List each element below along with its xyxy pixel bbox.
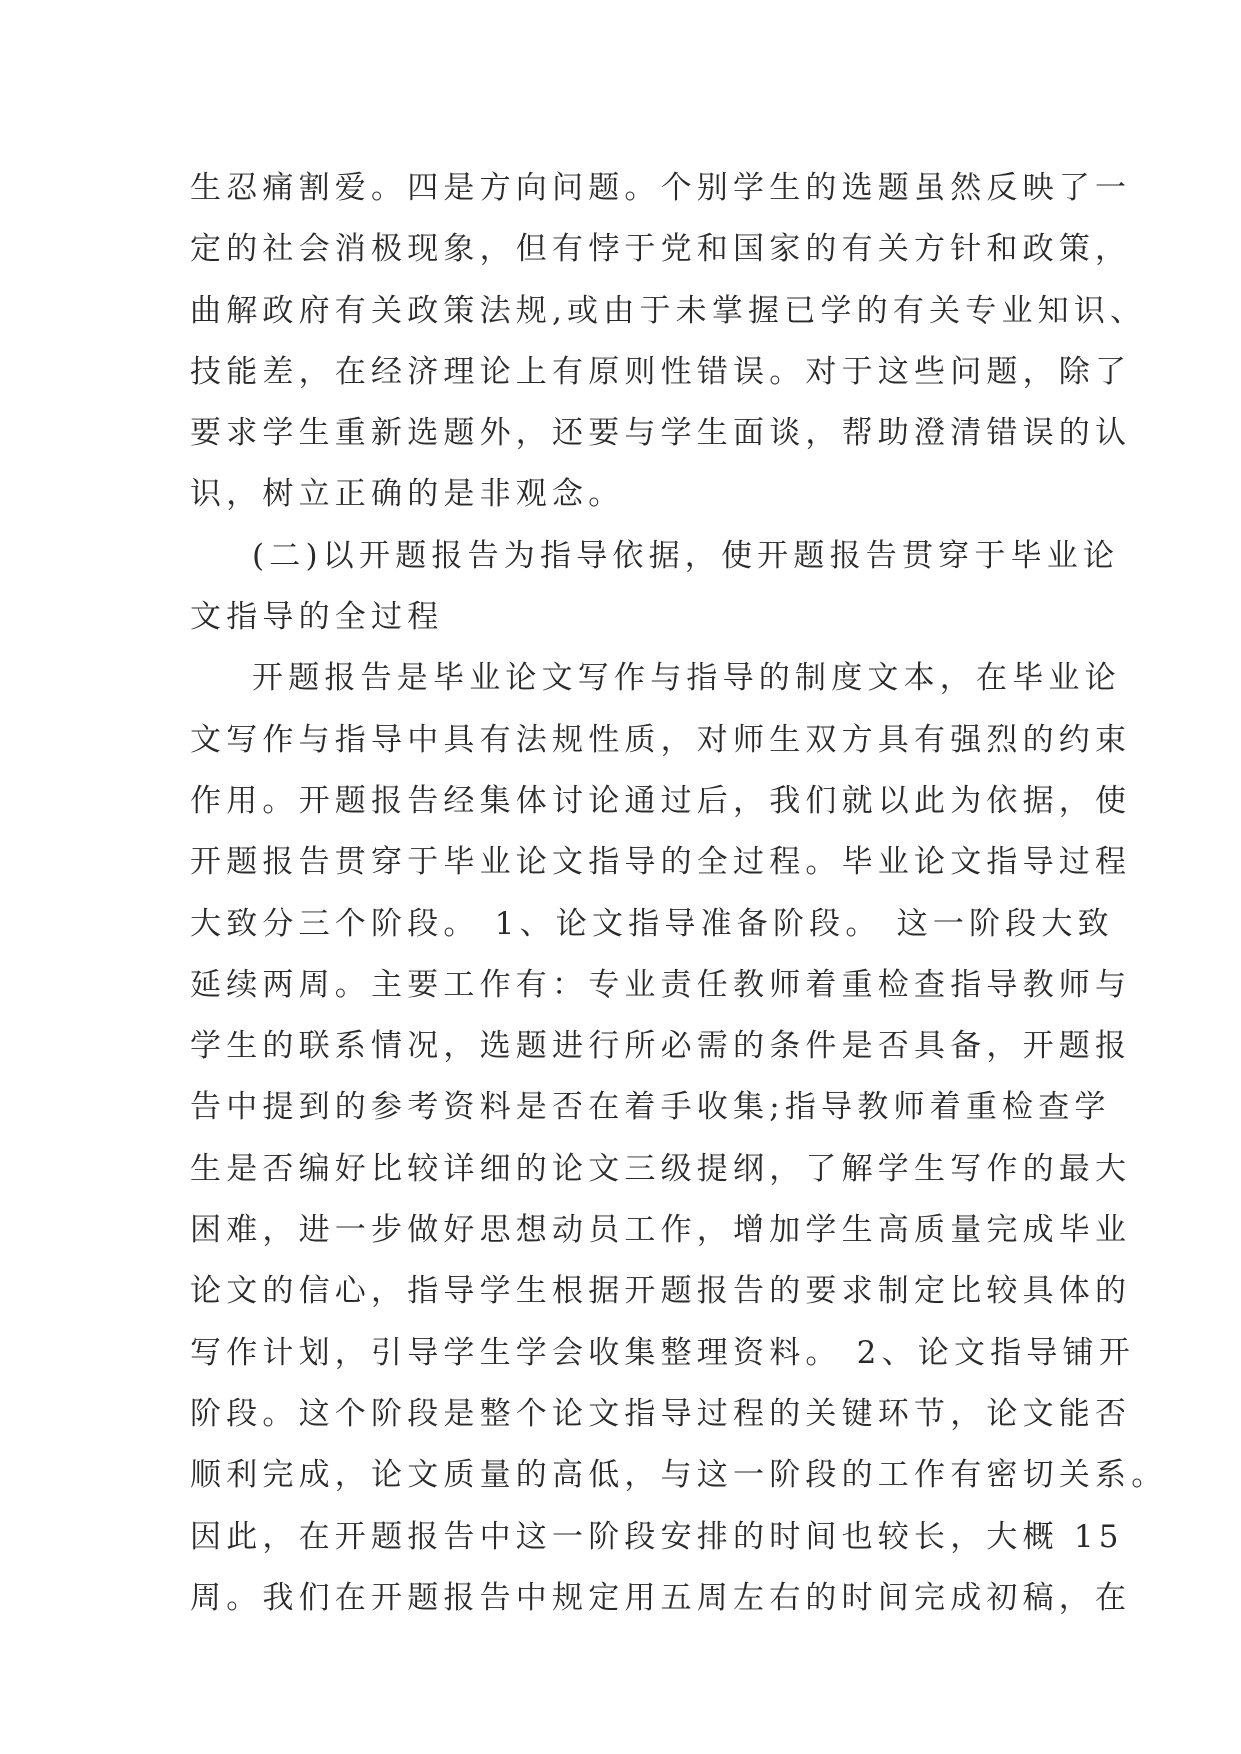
text-line: 周。我们在开题报告中规定用五周左右的时间完成初稿，在 (190, 1579, 1132, 1616)
section-heading-line: (二)以开题报告为指导依据，使开题报告贯穿于毕业论 (252, 537, 1120, 574)
text-line: 作用。开题报告经集体讨论通过后，我们就以此为依据，使 (190, 782, 1132, 819)
text-line: 告中提到的参考资料是否在着手收集;指导教师着重检查学 (190, 1089, 1111, 1126)
text-line: 写作计划，引导学生学会收集整理资料。 2、论文指导铺开 (190, 1334, 1135, 1371)
text-line: 定的社会消极现象，但有悖于党和国家的有关方针和政策， (190, 231, 1132, 268)
text-line: 开题报告贯穿于毕业论文指导的全过程。毕业论文指导过程 (190, 844, 1132, 881)
text-line: 阶段。这个阶段是整个论文指导过程的关键环节，论文能否 (190, 1395, 1132, 1432)
paragraph-first-line: 开题报告是毕业论文写作与指导的制度文本，在毕业论 (252, 660, 1121, 697)
text-line: 大致分三个阶段。 1、论文指导准备阶段。 这一阶段大致 (190, 905, 1114, 942)
body-text (190, 158, 1168, 1629)
text-line: 困难，进一步做好思想动员工作，增加学生高质量完成毕业 (190, 1212, 1132, 1249)
text-line: 要求学生重新选题外，还要与学生面谈，帮助澄清错误的认 (190, 415, 1132, 452)
text-line: 生忍痛割爱。四是方向问题。个别学生的选题虽然反映了一 (190, 170, 1132, 206)
text-line: 技能差，在经济理论上有原则性错误。对于这些问题，除了 (190, 353, 1132, 390)
text-line: 识，树立正确的是非观念。 (190, 476, 625, 513)
text-line: 学生的联系情况，选题进行所必需的条件是否具备，开题报 (190, 1028, 1132, 1065)
text-line: 因此，在开题报告中这一阶段安排的时间也较长，大概 15 (190, 1518, 1124, 1555)
text-line: 曲解政府有关政策法规,或由于未掌握已学的有关专业知识、 (190, 292, 1147, 329)
text-line: 顺利完成，论文质量的高低，与这一阶段的工作有密切关系。 (190, 1457, 1168, 1494)
section-heading-line: 文指导的全过程 (190, 599, 444, 636)
text-line: 生是否编好比较详细的论文三级提纲，了解学生写作的最大 (190, 1150, 1132, 1187)
text-line: 论文的信心，指导学生根据开题报告的要求制定比较具体的 (190, 1273, 1132, 1310)
text-line: 延续两周。主要工作有：专业责任教师着重检查指导教师与 (190, 966, 1132, 1003)
text-line: 文写作与指导中具有法规性质，对师生双方具有强烈的约束 (190, 721, 1132, 758)
